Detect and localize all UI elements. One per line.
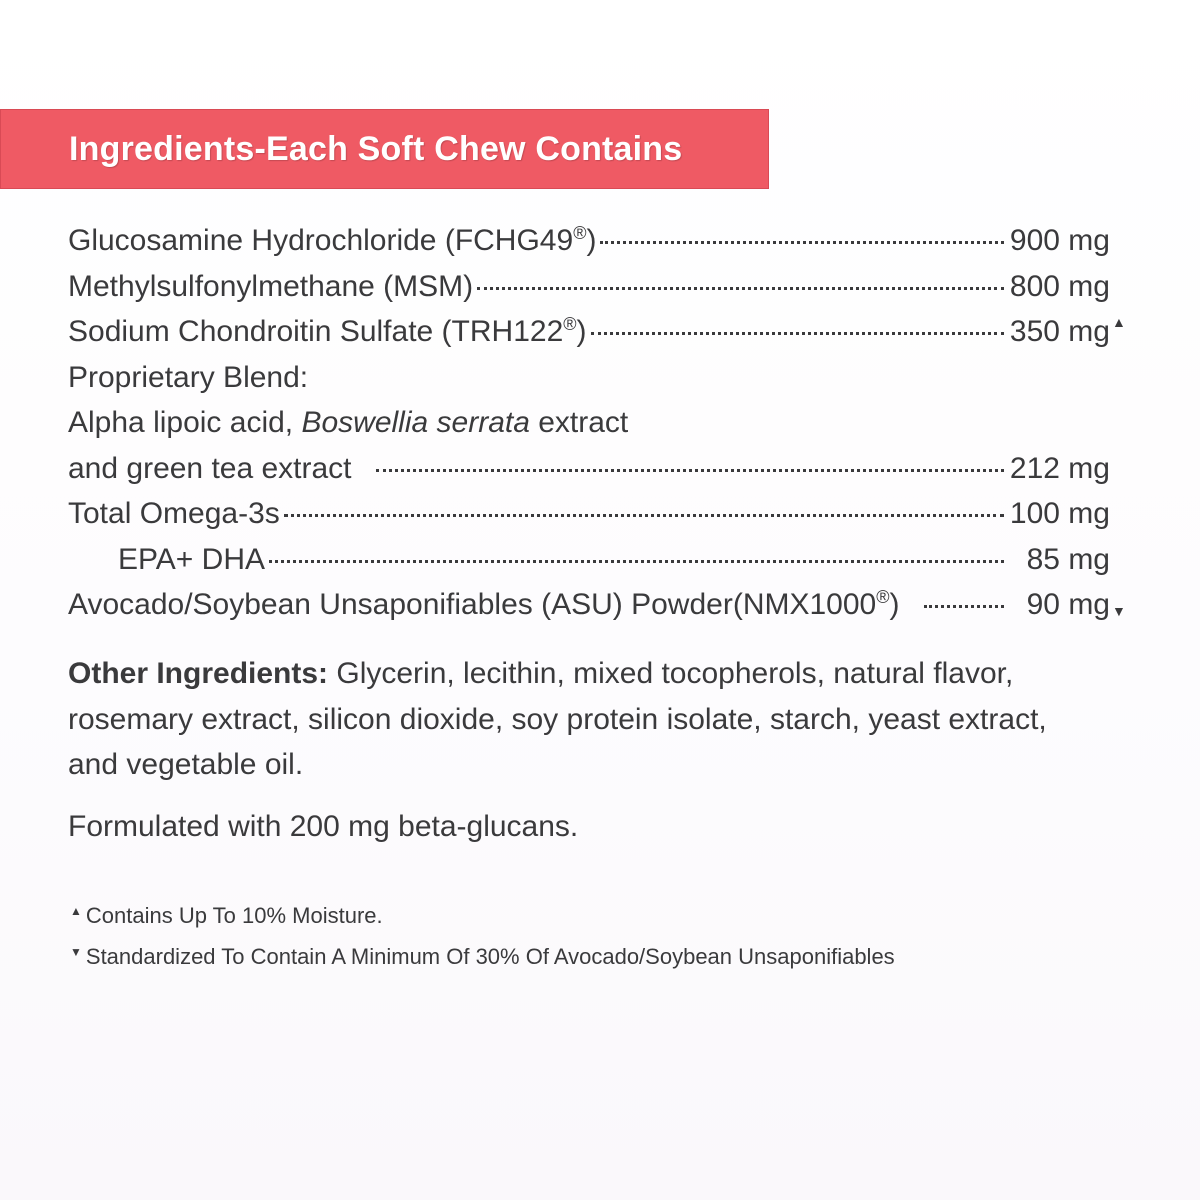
triangle-up-icon: ▲ — [1112, 314, 1126, 330]
ingredient-row-chondroitin — [68, 309, 1128, 355]
dot-leader — [269, 560, 1004, 563]
footnotes — [70, 897, 895, 979]
ingredients-list — [68, 218, 1128, 628]
ingredient-row-blend-line1 — [68, 400, 1128, 446]
ingredient-amount: 100 mg — [1009, 497, 1110, 530]
ingredient-amount: 85 mg — [1026, 542, 1110, 576]
ingredient-name: Total Omega-3s — [68, 497, 280, 530]
formulation-note: Formulated with 200 mg beta-glucans. — [68, 810, 579, 843]
ingredient-name: Sodium Chondroitin Sulfate (TRH122®) — [68, 314, 587, 348]
ingredient-name: Methylsulfonylmethane (MSM) — [68, 269, 474, 303]
footnote-text: Standardized To Contain A Minimum Of 30% Of Avocado/Soybean Unsaponifiables — [85, 944, 895, 969]
triangle-down-icon: ▼ — [1112, 603, 1126, 619]
other-ingredients — [68, 651, 1068, 788]
ingredient-amount: 900 mg — [1009, 224, 1110, 257]
registered-mark: ® — [573, 223, 587, 243]
triangle-up-icon: ▲ — [70, 904, 82, 918]
ingredient-row-blend-line2 — [68, 446, 1128, 492]
footnote-standardized — [70, 938, 895, 979]
ingredient-row-omega3 — [68, 491, 1128, 537]
ingredient-name: and green tea extract — [68, 451, 352, 485]
registered-mark: ® — [563, 314, 577, 334]
ingredient-name: Alpha lipoic acid, Boswellia serrata extract — [68, 406, 629, 439]
ingredient-amount: 90 mg — [1026, 588, 1110, 621]
dot-leader — [477, 287, 1004, 290]
ingredient-row-msm — [68, 264, 1128, 310]
dot-leader — [600, 241, 1004, 244]
other-ingredients-label: Other Ingredients: — [68, 657, 329, 690]
ingredient-amount: 350 mg — [1009, 315, 1110, 348]
ingredient-row-epa-dha — [68, 537, 1128, 583]
registered-mark: ® — [876, 587, 890, 607]
ingredient-name: Glucosamine Hydrochloride (FCHG49®) — [68, 223, 597, 257]
dot-leader — [591, 332, 1004, 335]
other-ingredients-text: Glycerin, lecithin, mixed tocopherols, natural flavor, rosemary extract, silicon dioxide, soy protein isolate, starch, yeast extract, and vegetable oil. — [68, 657, 1047, 781]
page-title: Ingredients-Each Soft Chew Contains — [69, 129, 683, 168]
footnote-moisture — [70, 897, 895, 938]
ingredient-name: Proprietary Blend: — [68, 360, 309, 394]
dot-leader — [376, 469, 1004, 472]
ingredient-name: EPA+ DHA — [118, 542, 265, 576]
ingredient-amount: 212 mg — [1009, 451, 1110, 485]
header-banner — [0, 109, 769, 189]
ingredient-name: Avocado/Soybean Unsaponifiables (ASU) Powder(NMX1000®) — [68, 587, 900, 621]
ingredient-amount: 800 mg — [1009, 269, 1110, 303]
dot-leader — [924, 605, 1005, 608]
ingredient-row-blend-heading — [68, 355, 1128, 401]
dot-leader — [284, 514, 1004, 517]
footnote-text: Contains Up To 10% Moisture. — [85, 903, 383, 928]
ingredient-row-glucosamine — [68, 218, 1128, 264]
triangle-down-icon: ▼ — [70, 945, 82, 959]
ingredient-row-asu — [68, 582, 1128, 628]
botanical-name: Boswellia serrata — [301, 406, 530, 439]
